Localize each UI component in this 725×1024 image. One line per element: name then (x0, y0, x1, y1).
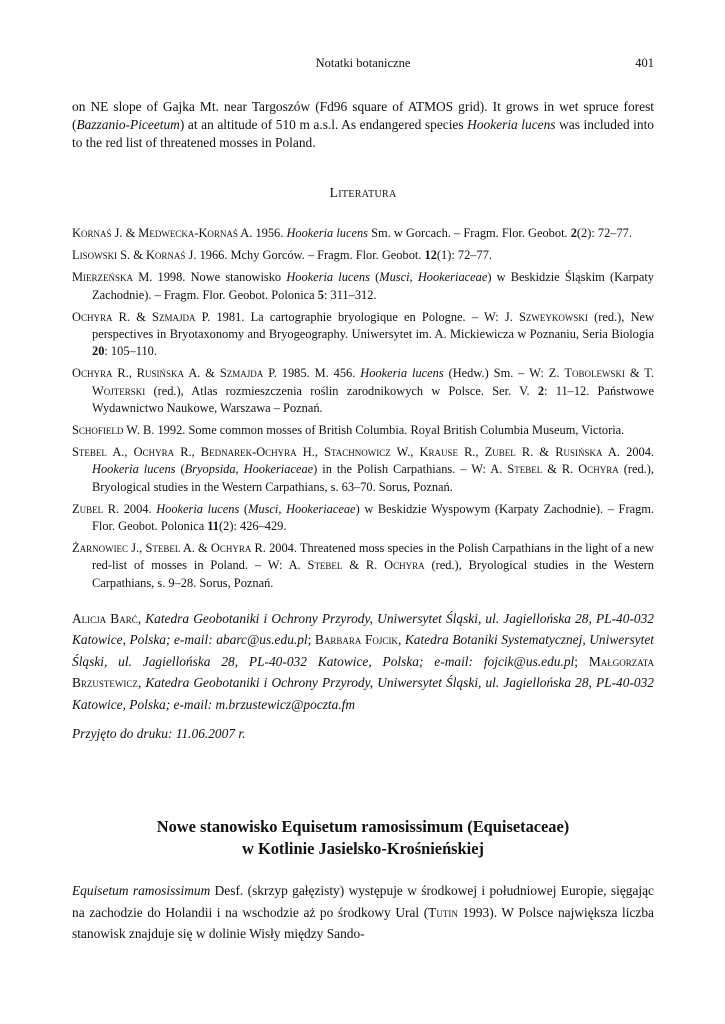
ref-text: 1981. La cartographie bryologique en Pologne. – W: J. (210, 309, 520, 324)
ref-authors: Ochyra R., Rusińska A. & Szmajda P. (72, 366, 277, 381)
article-title-line: w Kotlinie Jasielsko-Krośnieńskiej (242, 839, 484, 859)
ref-authors: Ochyra R. & Szmajda P. (72, 309, 211, 324)
author-name: Małgorzata Brzustewicz (72, 653, 654, 691)
author-name: Barbara Fojcik (314, 632, 398, 648)
reference-item (72, 422, 654, 439)
reference-item (72, 309, 654, 361)
ref-volume: 12 (424, 248, 437, 263)
ref-editor: Tobolewski & T. Wojterski (92, 366, 654, 398)
ref-text: (2): 426–429. (219, 519, 287, 534)
article-title (72, 816, 654, 860)
ref-text: (red.), Bryological studies in the Western Carpathians, s. 63–70. Sorus, Poznań. (92, 462, 654, 494)
author-affiliations (72, 608, 654, 716)
page (72, 56, 654, 945)
ref-volume: 11 (207, 519, 220, 534)
ref-taxon: Hookeriaceae (417, 270, 488, 285)
separator: ; (574, 653, 589, 669)
affiliation-text: , Katedra Geobotaniki i Ochrony Przyrody, Uniwersytet Śląski, ul. Jagiellońska 28, PL-40-032 Katowice, Polska; e-mail: abarc@us.edu.pl (72, 610, 654, 648)
ref-text: 1956. (252, 226, 287, 240)
ref-taxon: Hookeria lucens (92, 462, 176, 477)
ref-taxon: Musci (379, 270, 410, 285)
ref-text: : 11–12. Państwowe Wydawnictwo Naukowe, Warszawa – Poznań. (92, 383, 655, 415)
page-number: 401 (635, 56, 654, 70)
running-title: Notatki botaniczne (315, 56, 411, 70)
ref-editor: Stebel & R. Ochyra (507, 462, 619, 477)
ref-taxon: Hookeria lucens (286, 226, 368, 240)
reference-item (72, 501, 654, 535)
affiliation-text: , Katedra Botaniki Systematycznej, Uniwersytet Śląski, ul. Jagiellońska 28, PL-40-032 Katowice, Polska; e-mail: fojcik@us.edu.pl (72, 632, 654, 669)
ref-text: ) w Beskidzie Śląskim (Karpaty Zachodnie). – Fragm. Flor. Geobot. Polonica (92, 270, 654, 302)
section-title: Literatura (329, 186, 397, 201)
body-text: 1993). W Polsce największa liczba stanowisk znajduje się w dolinie Wisły między Sando- (72, 904, 654, 942)
ref-authors: Zubel R. (72, 501, 120, 516)
ref-text: 2004. Threatened moss species in the Polish Carpathians in the light of a new red-list of mosses in Poland. – W: A. (92, 541, 654, 573)
intro-paragraph (72, 98, 654, 152)
page-header (72, 56, 654, 78)
separator: ; (307, 632, 315, 648)
reference-item (72, 269, 654, 303)
cited-author: Tutin (428, 904, 458, 920)
ref-authors: Mierzeńska M. (72, 270, 153, 285)
ref-volume: 20 (92, 344, 105, 359)
ref-text: Sm. w Gorcach. – Fragm. Flor. Geobot. (368, 226, 571, 240)
ref-authors: Stebel A., Ochyra R., Bednarek-Ochyra H., Stachnowicz W., Krause R., Zubel R. & Rusińska A. (72, 445, 620, 460)
ref-text: ) in the Polish Carpathians. – W: A. (313, 462, 508, 477)
ref-text: : 311–312. (323, 287, 377, 302)
ref-text: ( (239, 501, 249, 516)
affiliation-text: , Katedra Geobotaniki i Ochrony Przyrody, Uniwersytet Śląski, ul. Jagiellońska 28, PL-40-032 Katowice, Polska; e-mail: m.brzustewicz@poczta.fm (72, 675, 654, 712)
reference-item (72, 247, 654, 264)
ref-text: 1998. Nowe stanowisko (152, 270, 287, 285)
accepted-date: Przyjęto do druku: 11.06.2007 r. (72, 726, 246, 742)
ref-taxon: Bryopsida, Hookeriaceae (184, 462, 314, 477)
ref-text: 2004. (119, 501, 157, 516)
intro-taxon: Bazzanio-Piceetum (76, 117, 180, 132)
ref-text: (red.), New perspectives in Bryotaxonomy and Bryogeography. Uniwersytet im. A. Mickiewicza w Poznaniu, Seria Biologia (92, 309, 654, 342)
ref-volume: 5 (317, 287, 324, 302)
body-paragraph (72, 880, 654, 945)
ref-authors: Schofield W. B. (72, 423, 155, 438)
ref-text: ( (369, 270, 380, 285)
ref-authors: Lisowski S. & Kornaś J. (72, 248, 197, 263)
ref-text: 2004. (619, 445, 655, 460)
ref-taxon: Musci, Hookeriaceae (248, 501, 356, 516)
ref-editor: Stebel & R. Ochyra (307, 558, 425, 573)
ref-text: (red.), Bryological studies in the Western Carpathians, s. 9–28. Sorus, Poznań. (92, 558, 654, 590)
ref-taxon: Hookeria lucens (360, 366, 444, 381)
intro-text: on NE slope of Gajka Mt. near Targoszów (Fd96 square of ATMOS grid). It grows in wet spruce forest ( (72, 99, 654, 132)
article-title-line: Nowe stanowisko Equisetum ramosissimum (Equisetaceae) (156, 817, 570, 837)
reference-item (72, 365, 654, 417)
intro-text: was included into to the red list of threatened mosses in Poland. (72, 117, 654, 150)
ref-volume: 2 (570, 226, 577, 240)
ref-text: (Hedw.) Sm. – W: Z. (443, 366, 565, 381)
ref-authors: Kornaś J. & Medwecka-Kornaś A. (72, 226, 253, 240)
ref-editor: Szweykowski (519, 309, 588, 324)
ref-authors: Żarnowiec J., Stebel A. & Ochyra R. (72, 541, 266, 556)
ref-text: 1985. M. 456. (276, 366, 361, 381)
ref-text: 1966. Mchy Gorców. – Fragm. Flor. Geobot. (196, 248, 425, 263)
intro-text: ) at an altitude of 510 m a.s.l. As endangered species (179, 117, 468, 132)
ref-text: ( (175, 462, 185, 477)
ref-volume: 2 (537, 383, 545, 398)
ref-text: ) w Beskidzie Wyspowym (Karpaty Zachodnie). – Fragm. Flor. Geobot. Polonica (92, 501, 654, 534)
ref-text: 1992. Some common mosses of British Columbia. Royal British Columbia Museum, Victoria. (154, 423, 625, 438)
ref-text: (2): 72–77. (576, 226, 632, 240)
ref-taxon: Hookeria lucens (156, 501, 240, 516)
body-text: Desf. (skrzyp gałęzisty) występuje w środkowej i południowej Europie, sięgając na zachodzie do Holandii i na wschodzie aż po środkowy Ural ( (72, 883, 655, 920)
ref-text: : 105–110. (104, 344, 157, 359)
ref-text: (red.), Atlas rozmieszczenia roślin zarodnikowych w Polsce. Ser. V. (145, 383, 538, 398)
body-taxon: Equisetum ramosissimum (72, 883, 211, 899)
reference-item (72, 444, 654, 496)
ref-text: (1): 72–77. (436, 248, 492, 263)
author-name: Alicja Barć (72, 610, 138, 626)
reference-item (72, 225, 654, 242)
intro-taxon: Hookeria lucens (467, 117, 556, 132)
reference-list (72, 225, 654, 592)
ref-text: , (409, 270, 418, 285)
ref-taxon: Hookeria lucens (286, 270, 370, 285)
reference-item (72, 540, 654, 592)
